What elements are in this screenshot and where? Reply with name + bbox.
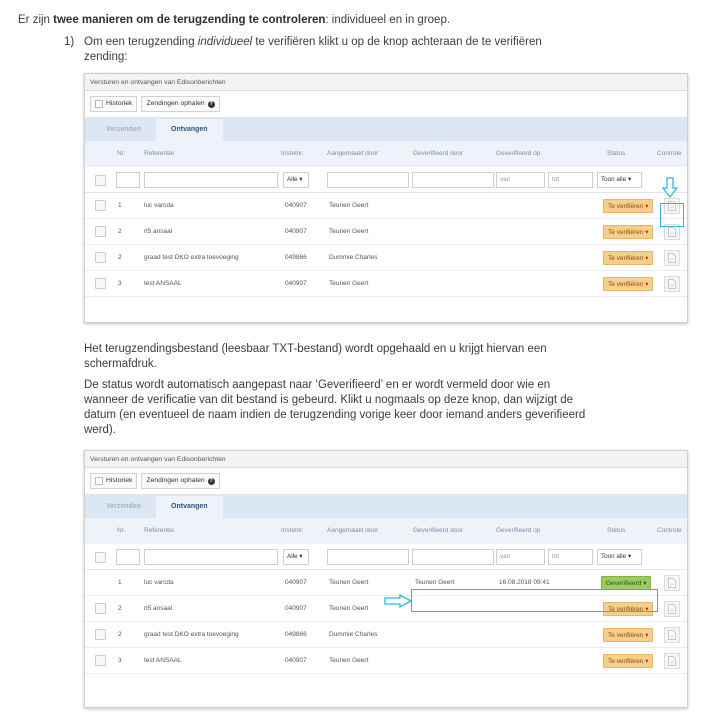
cell-geverifieerd-door: Teunen Geert [415, 579, 455, 586]
controle-button[interactable] [664, 575, 680, 591]
nr-filter[interactable] [116, 549, 140, 565]
table-row[interactable] [85, 271, 687, 297]
zendingen-ophalen-label: Zendingen ophalen [146, 100, 205, 107]
controle-highlight [660, 203, 684, 227]
step-post: te verifiëren klikt u op de knop achteraan de te verifiëren [252, 36, 542, 48]
table-body [85, 570, 687, 674]
cell-aangemaakt: Teunen Geert [329, 228, 369, 235]
cell-aangemaakt: Teunen Geert [329, 605, 369, 612]
cell-geverifieerd-op: 16.08.2018 09:41 [499, 579, 550, 586]
table-header [85, 518, 687, 544]
historiek-checkbox[interactable] [95, 477, 103, 485]
para1-line2: schermafdruk. [84, 358, 157, 370]
cell-instelnr: 040907 [285, 579, 307, 586]
cell-referentie: graad test DKO extra toevoeging [144, 254, 239, 261]
controle-button[interactable] [664, 601, 680, 617]
table-body [85, 193, 687, 297]
cell-referentie: test ANSAAL [144, 657, 182, 664]
tab-bar [85, 117, 687, 141]
cell-nr: 1 [118, 579, 122, 586]
referentie-filter[interactable] [144, 172, 278, 188]
cell-aangemaakt: Dummie Charles [329, 254, 378, 261]
document-icon [668, 578, 676, 588]
tab-bar [85, 494, 687, 518]
col-geverifieerd-op: Geverifieerd op [496, 150, 541, 157]
cell-instelnr: 040907 [285, 280, 307, 287]
historiek-checkbox[interactable] [95, 100, 103, 108]
document-icon [668, 279, 676, 289]
row-checkbox[interactable] [95, 226, 106, 237]
status-dropdown[interactable]: Te verifiëren ▾ [603, 199, 653, 213]
historiek-button[interactable] [90, 473, 137, 489]
status-dropdown[interactable]: Te verifiëren ▾ [603, 602, 653, 616]
para2-line3: datum (en eventueel de naam indien de terugzending vorige keer door iemand anders geverifieerd [84, 409, 586, 421]
right-arrow-icon [384, 594, 412, 608]
status-dropdown[interactable]: Te verifiëren ▾ [603, 225, 653, 239]
cell-referentie: test ANSAAL [144, 280, 182, 287]
select-all-checkbox[interactable] [95, 175, 106, 186]
col-status: Status [607, 527, 626, 534]
tab-ontvangen[interactable]: Ontvangen [156, 119, 223, 141]
controle-button[interactable] [664, 653, 680, 669]
intro-pre: Er zijn [18, 14, 54, 26]
historiek-button[interactable] [90, 96, 137, 112]
van-input[interactable]: van [496, 549, 545, 565]
col-aangemaakt: Aangemaakt door [327, 527, 379, 534]
tot-input[interactable]: tot [548, 172, 593, 188]
status-dropdown[interactable]: Te verifiëren ▾ [603, 628, 653, 642]
col-aangemaakt: Aangemaakt door [327, 150, 379, 157]
cell-aangemaakt: Teunen Geert [329, 202, 369, 209]
cell-instelnr: 040907 [285, 228, 307, 235]
step-text-line1 [84, 35, 542, 50]
cell-referentie: rl5 ansaal [144, 228, 173, 235]
row-checkbox[interactable] [95, 603, 106, 614]
controle-button[interactable] [664, 250, 680, 266]
cell-instelnr: 040907 [285, 202, 307, 209]
nr-filter[interactable] [116, 172, 140, 188]
status-dropdown[interactable]: Geverifieerd ▾ [601, 576, 651, 590]
geverifieerd-door-filter[interactable] [412, 172, 494, 188]
controle-button[interactable] [664, 627, 680, 643]
cell-referentie: luc varcda [144, 202, 174, 209]
status-select[interactable]: Toon alle ▾ [597, 549, 642, 565]
document-icon [668, 630, 676, 640]
van-input[interactable]: van [496, 172, 545, 188]
cell-instelnr: 049866 [285, 254, 307, 261]
instelnr-select[interactable]: Alle ▾ [283, 549, 309, 565]
col-controle: Controle [657, 527, 682, 534]
cell-referentie: graad test DKO extra toevoeging [144, 631, 239, 638]
cell-instelnr: 040907 [285, 657, 307, 664]
tab-verzenden[interactable]: Verzenden [106, 126, 142, 133]
cell-aangemaakt: Teunen Geert [329, 280, 369, 287]
down-arrow-icon [662, 177, 678, 199]
table-row[interactable] [85, 193, 687, 219]
verified-highlight [411, 589, 658, 612]
cell-nr: 3 [118, 657, 122, 664]
row-checkbox[interactable] [95, 278, 106, 289]
tab-ontvangen[interactable]: Ontvangen [156, 496, 223, 518]
cell-referentie: rl5 ansaal [144, 605, 173, 612]
panel-toolbar [85, 91, 687, 117]
status-dropdown[interactable]: Te verifiëren ▾ [603, 277, 653, 291]
aangemaakt-filter[interactable] [327, 549, 409, 565]
historiek-label: Historiek [106, 100, 133, 107]
cell-nr: 2 [118, 228, 122, 235]
col-referentie: Referentie [144, 150, 174, 157]
step-em: individueel [197, 36, 253, 48]
tot-input[interactable]: tot [548, 549, 593, 565]
geverifieerd-door-filter[interactable] [412, 549, 494, 565]
col-geverifieerd-op: Geverifieerd op [496, 527, 541, 534]
tab-verzenden[interactable]: Verzenden [106, 503, 142, 510]
step-pre: Om een terugzending [84, 36, 198, 48]
row-checkbox[interactable] [95, 655, 106, 666]
panel-toolbar [85, 468, 687, 494]
cell-referentie: luc varcda [144, 579, 174, 586]
intro-post: : individueel en in groep. [325, 14, 451, 26]
referentie-filter[interactable] [144, 549, 278, 565]
intro-bold: twee manieren om de terugzending te controleren [53, 14, 326, 26]
table-row[interactable] [85, 622, 687, 648]
col-nr: Nr. [117, 527, 126, 534]
intro-paragraph [18, 13, 450, 28]
col-geverifieerd-door: Geverifieerd door [413, 527, 464, 534]
document-icon [668, 656, 676, 666]
step-number: 1) [64, 36, 75, 48]
help-icon: ? [209, 477, 213, 484]
cell-nr: 2 [118, 605, 122, 612]
col-nr: Nr. [117, 150, 126, 157]
para2-line2: wanneer de verificatie van dit bestand is gebeurd. Klikt u nogmaals op deze knop, dan wijzigt de [84, 394, 574, 406]
table-header [85, 141, 687, 167]
table-row[interactable] [85, 245, 687, 271]
cell-nr: 1 [118, 202, 122, 209]
cell-aangemaakt: Teunen Geert [329, 579, 369, 586]
row-checkbox[interactable] [95, 252, 106, 263]
filter-row [85, 167, 687, 193]
screenshot-panel-1 [84, 73, 688, 323]
row-checkbox[interactable] [95, 629, 106, 640]
para2-line4: werd). [84, 424, 116, 436]
status-dropdown[interactable]: Te verifiëren ▾ [603, 654, 653, 668]
col-status: Status [607, 150, 626, 157]
filter-row [85, 544, 687, 570]
instelnr-select[interactable]: Alle ▾ [283, 172, 309, 188]
table-row[interactable] [85, 219, 687, 245]
zendingen-ophalen-button[interactable] [141, 473, 219, 489]
cell-aangemaakt: Dummie Charles [329, 631, 378, 638]
col-instelnr: Instelnr. [281, 527, 304, 534]
col-instelnr: Instelnr. [281, 150, 304, 157]
cell-instelnr: 040907 [285, 605, 307, 612]
panel-title: Versturen en ontvangen van Edisonberichten [85, 451, 687, 468]
document-icon [668, 604, 676, 614]
para1-line1: Het terugzendingsbestand (leesbaar TXT-bestand) wordt opgehaald en u krijgt hiervan een [84, 343, 547, 355]
col-geverifieerd-door: Geverifieerd door [413, 150, 464, 157]
document-icon [668, 227, 676, 237]
controle-button[interactable] [664, 276, 680, 292]
screenshot-panel-2 [84, 450, 688, 708]
cell-aangemaakt: Teunen Geert [329, 657, 369, 664]
select-all-checkbox[interactable] [95, 552, 106, 563]
cell-nr: 2 [118, 631, 122, 638]
zendingen-ophalen-button[interactable] [141, 96, 219, 112]
aangemaakt-filter[interactable] [327, 172, 409, 188]
cell-nr: 2 [118, 254, 122, 261]
col-referentie: Referentie [144, 527, 174, 534]
row-checkbox[interactable] [95, 200, 106, 211]
historiek-label: Historiek [106, 477, 133, 484]
status-select[interactable]: Toon alle ▾ [597, 172, 642, 188]
panel-title: Versturen en ontvangen van Edisonberichten [85, 74, 687, 91]
status-dropdown[interactable]: Te verifiëren ▾ [603, 251, 653, 265]
cell-instelnr: 049866 [285, 631, 307, 638]
col-controle: Controle [657, 150, 682, 157]
help-icon: ? [209, 100, 213, 107]
para2-line1: De status wordt automatisch aangepast naar ‘Geverifieerd’ en er wordt vermeld door wie en [84, 379, 551, 391]
table-row[interactable] [85, 648, 687, 674]
cell-nr: 3 [118, 280, 122, 287]
document-icon [668, 253, 676, 263]
zendingen-ophalen-label: Zendingen ophalen [146, 477, 205, 484]
step-text-line2: zending: [84, 51, 128, 63]
